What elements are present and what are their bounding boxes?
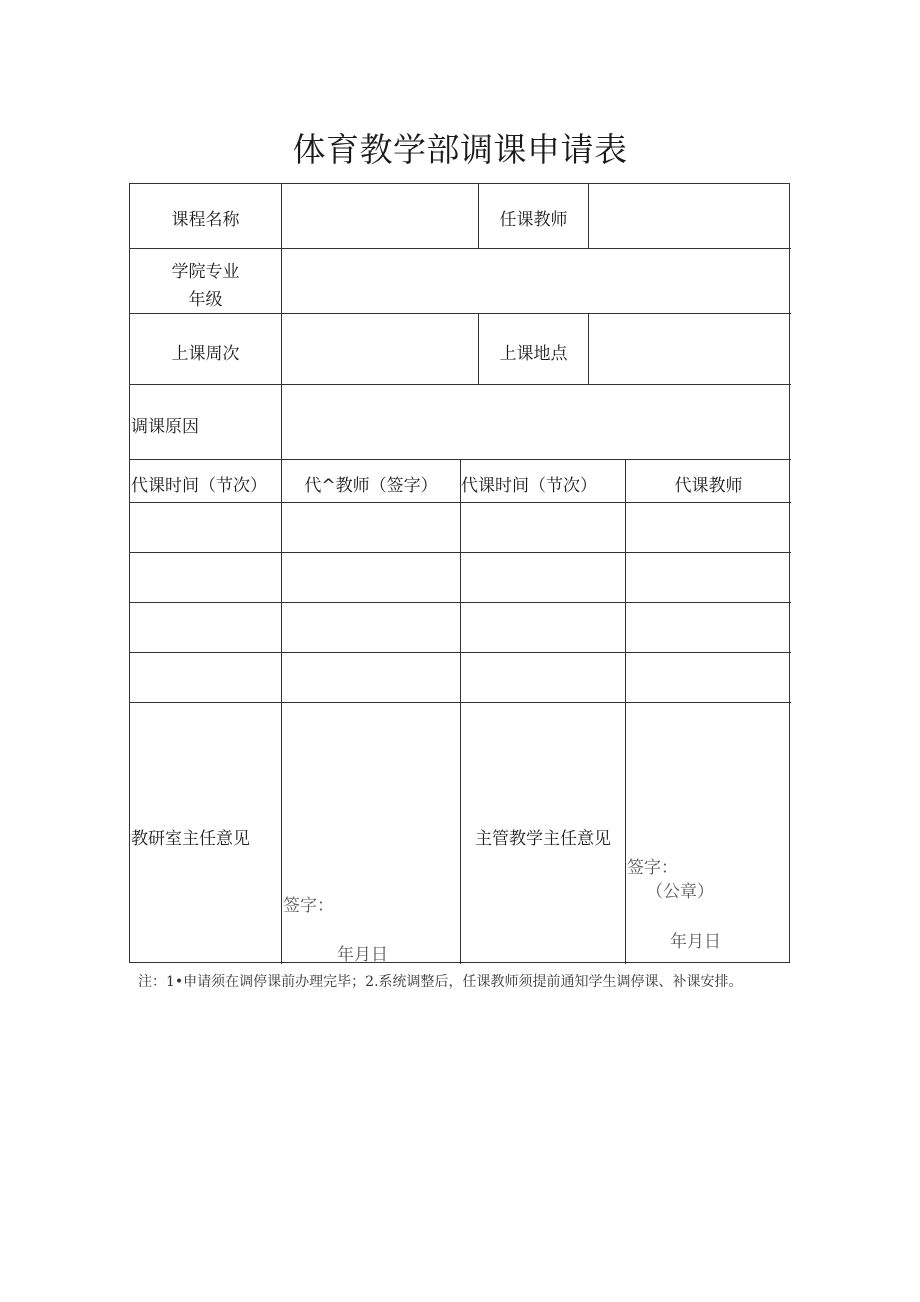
table-cell[interactable] bbox=[131, 653, 281, 702]
table-cell[interactable] bbox=[282, 603, 460, 652]
table-cell[interactable] bbox=[626, 603, 790, 652]
college-label-line1: 学院专业 bbox=[171, 262, 240, 282]
substitute-time-header-1: 代课时间（节次） bbox=[131, 476, 267, 496]
director-date-label: 年月日 bbox=[670, 932, 721, 952]
table-cell[interactable] bbox=[131, 603, 281, 652]
table-cell[interactable] bbox=[131, 503, 281, 552]
dept-head-opinion-label: 教研室主任意见 bbox=[131, 829, 250, 849]
dept-head-sign-label: 签字： bbox=[283, 896, 334, 916]
reason-label: 调课原因 bbox=[131, 417, 199, 437]
director-opinion-label: 主管教学主任意见 bbox=[475, 829, 611, 849]
teacher-label: 任课教师 bbox=[499, 210, 568, 230]
table-cell[interactable] bbox=[461, 653, 625, 702]
table-cell[interactable] bbox=[626, 653, 790, 702]
college-field[interactable] bbox=[282, 249, 789, 312]
table-cell[interactable] bbox=[461, 603, 625, 652]
week-label: 上课周次 bbox=[171, 344, 240, 364]
substitute-time-header-2: 代课时间（节次） bbox=[461, 476, 597, 496]
table-cell[interactable] bbox=[282, 653, 460, 702]
schedule-change-form bbox=[129, 183, 790, 963]
substitute-teacher-sign-header: 代^教师（签字） bbox=[304, 476, 438, 496]
dept-head-date-label: 年月日 bbox=[337, 945, 388, 965]
teacher-field[interactable] bbox=[589, 185, 789, 247]
college-label-line2: 年级 bbox=[188, 290, 223, 310]
table-cell[interactable] bbox=[626, 553, 790, 602]
location-field[interactable] bbox=[589, 314, 789, 383]
week-field[interactable] bbox=[282, 314, 478, 383]
location-label: 上课地点 bbox=[499, 344, 568, 364]
table-cell[interactable] bbox=[461, 553, 625, 602]
table-cell[interactable] bbox=[282, 503, 460, 552]
page-title: 体育教学部调课申请表 bbox=[292, 130, 628, 169]
course-name-label: 课程名称 bbox=[171, 210, 240, 230]
director-sign-label: 签字： bbox=[627, 858, 678, 878]
substitute-teacher-header: 代课教师 bbox=[674, 476, 743, 496]
course-name-field[interactable] bbox=[282, 185, 478, 247]
table-cell[interactable] bbox=[282, 553, 460, 602]
official-seal-label: （公章） bbox=[646, 882, 714, 902]
table-cell[interactable] bbox=[461, 503, 625, 552]
table-cell[interactable] bbox=[626, 503, 790, 552]
footnote: 注：1•申请须在调停课前办理完毕；2.系统调整后，任课教师须提前通知学生调停课、补课安排。 bbox=[138, 974, 743, 990]
reason-field[interactable] bbox=[282, 385, 789, 458]
table-cell[interactable] bbox=[131, 553, 281, 602]
